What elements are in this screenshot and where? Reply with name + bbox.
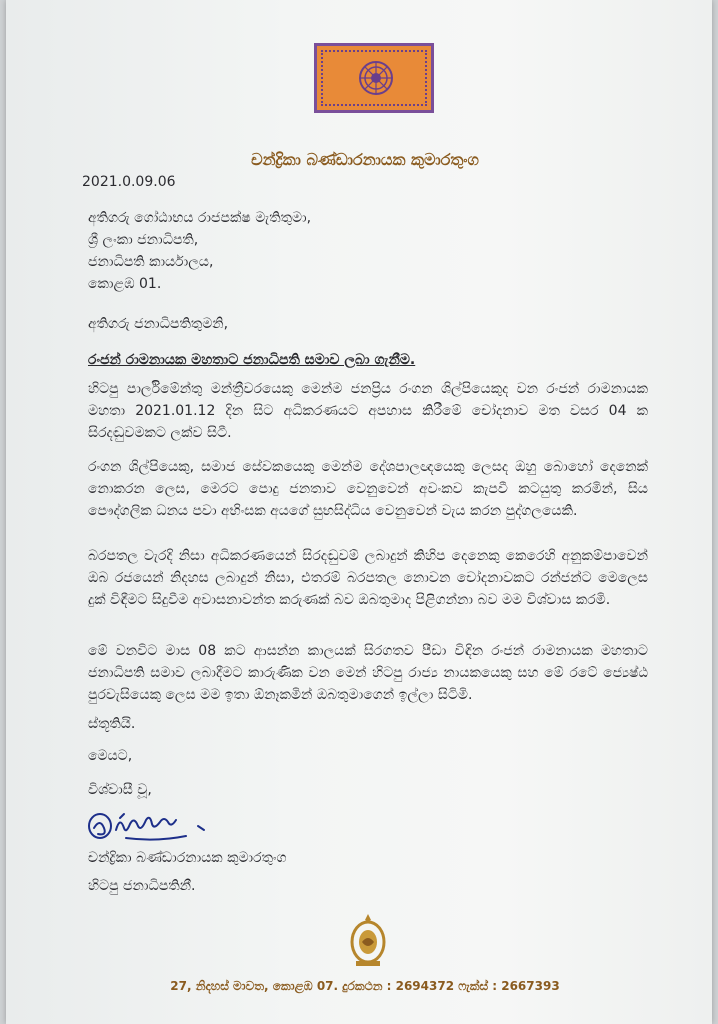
paragraph-4: මේ වනවිට මාස 08 කට ආසන්න කාලයක් සිරගතව පීඩා විඳින රංජන් රාමනායක මහතාට ජනාධිපති සමාව ලබාදීමට කාරුණික වන මෙන් හිටපු රාජ්‍ය නායකයෙකු සහ මේ රටේ ජ්‍යෙෂ්ඨ පුරවැසියෙකු ලෙස මම ඉතා ඕනෑකමින් ඔබතුමාගෙන් ඉල්ලා සිටිමි. — [88, 643, 648, 703]
letter-date: 2021.0.09.06 — [82, 174, 176, 190]
letter-footer: 27, නිදහස් මාවත, කොළඹ 07. දුරකථන : 2694372 ෆැක්ස් : 2667393 — [170, 979, 560, 993]
letter-paper — [6, 0, 712, 1024]
recipient-line-3: ජනාධිපති කාර්යාලය, — [88, 254, 214, 270]
letterhead-name: චන්ද්‍රිකා බණ්ඩාරනායක කුමාරතුංග — [251, 150, 479, 169]
salutation: අතිගරු ජනාධිපතිතුමනි, — [88, 316, 229, 332]
paragraph-3: බරපතල වැරදි නිසා අධිකරණයෙන් සිරදඬුවම් ලබාදුන් කිහිප දෙනෙකු කෙරෙහි අනුකම්පාවෙන් ඔබ රජයෙන් නිදහස ලබාදුන් නිසා, එතරම් බරපතල නොවන චෝදනාවකට රන්ජන්ට මෙලෙස දුක් විඳීමට සිදුවීම අවාසනාවන්ත කරුණක් බව ඔබතුමාද පිළිගන්නා බව මම විශ්වාස කරමි. — [88, 548, 648, 608]
recipient-line-2: ශ්‍රී ලංකා ජනාධිපති, — [88, 232, 199, 248]
closing-regards: මෙයට, — [88, 748, 133, 764]
letter-subject: රංජන් රාමනායක මහතාට ජනාධිපති සමාව ලබා ගැනීම. — [88, 352, 416, 368]
paragraph-2: රංගන ශිල්පියෙකු, සමාජ සේවකයෙකු මෙන්ම දේශපාලඥයෙකු ලෙසද ඔහු බොහෝ දෙනෙක් නොකරන ලෙස, මෙරට පොදු ජනතාව වෙනුවෙන් අවංකව කැපවී කටයුතු කරමින්, සිය පෞද්ගලික ධනය පවා අභිංසක අයගේ සුභසිද්ධිය වෙනුවෙන් වැය කරන පුද්ගලයෙකි. — [88, 459, 648, 519]
paragraph-1: හිටපු පාර්ලිමේන්තු මන්ත්‍රීවරයෙකු මෙන්ම ජනප්‍රිය රංගන ශිල්පියෙකුද වන රංජන් රාමනායක මහතා 2021.01.12 දින සිට අධිකරණයට අපහාස කිරීමේ චෝදනාව මත වසර 04 ක සිරදඬුවමකට ලක්ව සිටී. — [88, 381, 648, 441]
state-emblem-icon — [348, 912, 388, 968]
recipient-line-1: අතිගරු ගෝඨාභය රාජපක්ෂ මැතිතුමා, — [88, 210, 312, 226]
closing-faithfully: විශ්වාසී වූ, — [88, 782, 152, 798]
signatory-title: හිටපු ජනාධිපතිනී. — [88, 878, 196, 894]
signatory-name: චන්ද්‍රිකා බණ්ඩාරනායක කුමාරතුංග — [88, 850, 287, 866]
lotus-emblem-icon — [358, 60, 394, 96]
handwritten-signature — [86, 806, 216, 846]
crest-emblem — [314, 43, 434, 113]
recipient-line-4: කොළඹ 01. — [88, 276, 162, 292]
closing-thanks: ස්තූතියි. — [88, 716, 136, 732]
